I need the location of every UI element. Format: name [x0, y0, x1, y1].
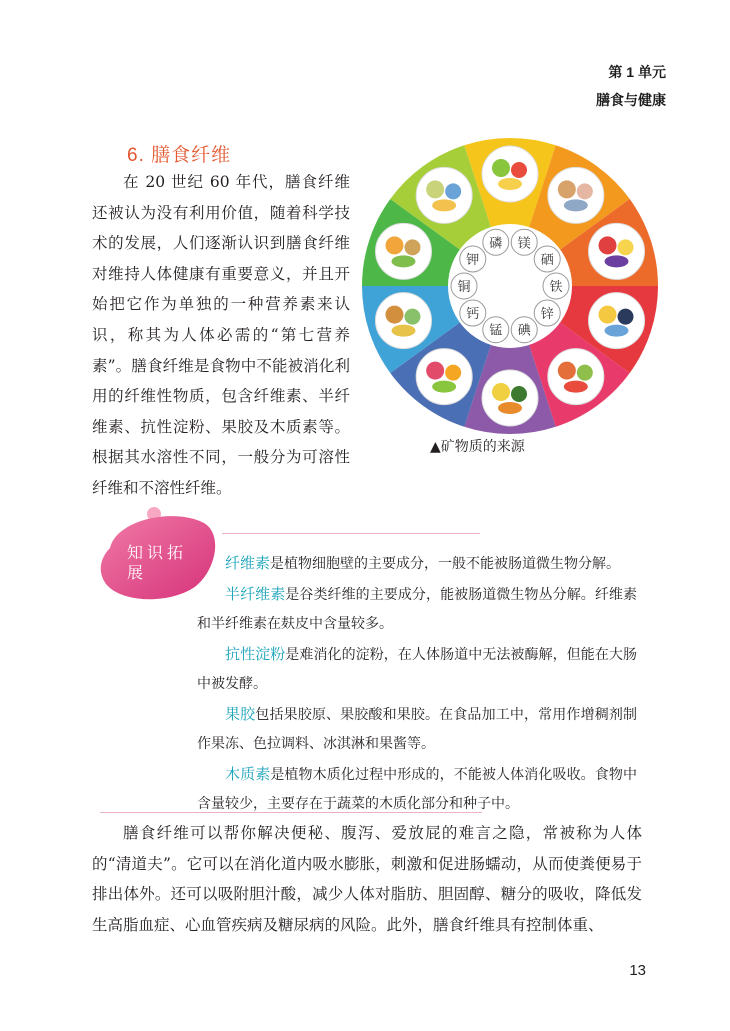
page-number: 13 — [629, 962, 646, 979]
intro-text: 在 20 世纪 60 年代，膳食纤维还被认为没有利用价值，随着科学技术的发展，人们逐渐认识到膳食纤维对维持人体健康有重要意义，并且开始把它作为单独的一种营养素来认识，称其为人体必需的“第七营养素”。膳食纤维是食物中不能被消化利用的纤维性物质，包含纤维素、半纤维素、抗性淀粉、果胶及木质素等。根据其水溶性不同，一般分为可溶性纤维和不溶性纤维。 — [92, 173, 350, 497]
figure-caption: ▲矿物质的来源 — [430, 439, 525, 455]
knowledge-text: 是难消化的淀粉，在人体肠道中无法被酶解，但能在大肠中被发酵。 — [197, 646, 637, 692]
knowledge-item — [197, 640, 637, 700]
divider-bottom — [100, 812, 482, 813]
knowledge-text: 是植物细胞壁的主要成分，一般不能被肠道微生物分解。 — [270, 556, 621, 572]
food-plate — [375, 223, 431, 279]
main-text: 膳食纤维可以帮你解决便秘、腹泻、爱放屁的难言之隐，常被称为人体的“清道夫”。它可以在消化道内吸水膨胀，刺激和促进肠蠕动，从而使粪便易于排出体外。还可以吸附胆汁酸，减少人体对脂肪、胆固醇、糖分的吸收，降低发生高脂血症、心血管疾病及糖尿病的风险。此外，膳食纤维具有控制体重、 — [92, 824, 642, 934]
main-paragraph — [92, 818, 642, 940]
mineral-wheel-figure — [360, 136, 660, 436]
food-plate — [548, 349, 604, 405]
knowledge-text: 是谷类纤维的主要成分，能被肠道微生物丛分解。纤维素和半纤维素在麸皮中含量较多。 — [197, 586, 637, 632]
section-title: 6. 膳食纤维 — [127, 145, 232, 166]
food-plate — [482, 146, 538, 202]
food-plate — [375, 293, 431, 349]
knowledge-text: 包括果胶原、果胶酸和果胶。在食品加工中，常用作增稠剂制作果冻、色拉调料、冰淇淋和果酱等。 — [197, 706, 637, 752]
knowledge-term: 半纤维素 — [225, 585, 286, 603]
knowledge-item — [197, 700, 637, 760]
unit-label: 第 1 单元 — [608, 64, 666, 80]
mineral-label: 锰 — [489, 323, 503, 339]
mineral-wheel — [360, 136, 660, 436]
food-plate — [589, 223, 645, 279]
mineral-label: 铜 — [457, 280, 471, 295]
mineral-label: 硒 — [540, 252, 554, 268]
food-plate — [416, 349, 472, 405]
knowledge-term: 果胶 — [225, 705, 256, 723]
food-plate — [548, 167, 604, 223]
knowledge-text: 是植物木质化过程中形成的，不能被人体消化吸收。食物中含量较少，主要存在于蔬菜的木质化部分和种子中。 — [197, 766, 637, 812]
mineral-label: 镁 — [517, 236, 531, 252]
food-plate — [589, 293, 645, 349]
knowledge-badge-title: 知识拓展 — [127, 545, 188, 582]
knowledge-term: 抗性淀粉 — [225, 645, 286, 663]
mineral-label: 碘 — [517, 323, 531, 339]
food-plate — [416, 167, 472, 223]
knowledge-item — [197, 549, 637, 580]
knowledge-term: 木质素 — [225, 765, 271, 783]
knowledge-item — [197, 580, 637, 640]
knowledge-term: 纤维素 — [225, 555, 271, 572]
mineral-label: 铁 — [549, 280, 563, 295]
divider-top — [222, 533, 480, 534]
mineral-label: 钙 — [466, 307, 480, 323]
knowledge-item — [197, 760, 637, 820]
food-plate — [482, 370, 538, 426]
mineral-label: 锌 — [540, 307, 554, 323]
page-header — [596, 58, 666, 114]
mineral-label: 磷 — [489, 236, 503, 252]
mineral-label: 钾 — [466, 252, 480, 268]
intro-paragraph — [92, 167, 350, 504]
knowledge-body — [197, 549, 637, 820]
unit-title: 膳食与健康 — [596, 92, 666, 108]
